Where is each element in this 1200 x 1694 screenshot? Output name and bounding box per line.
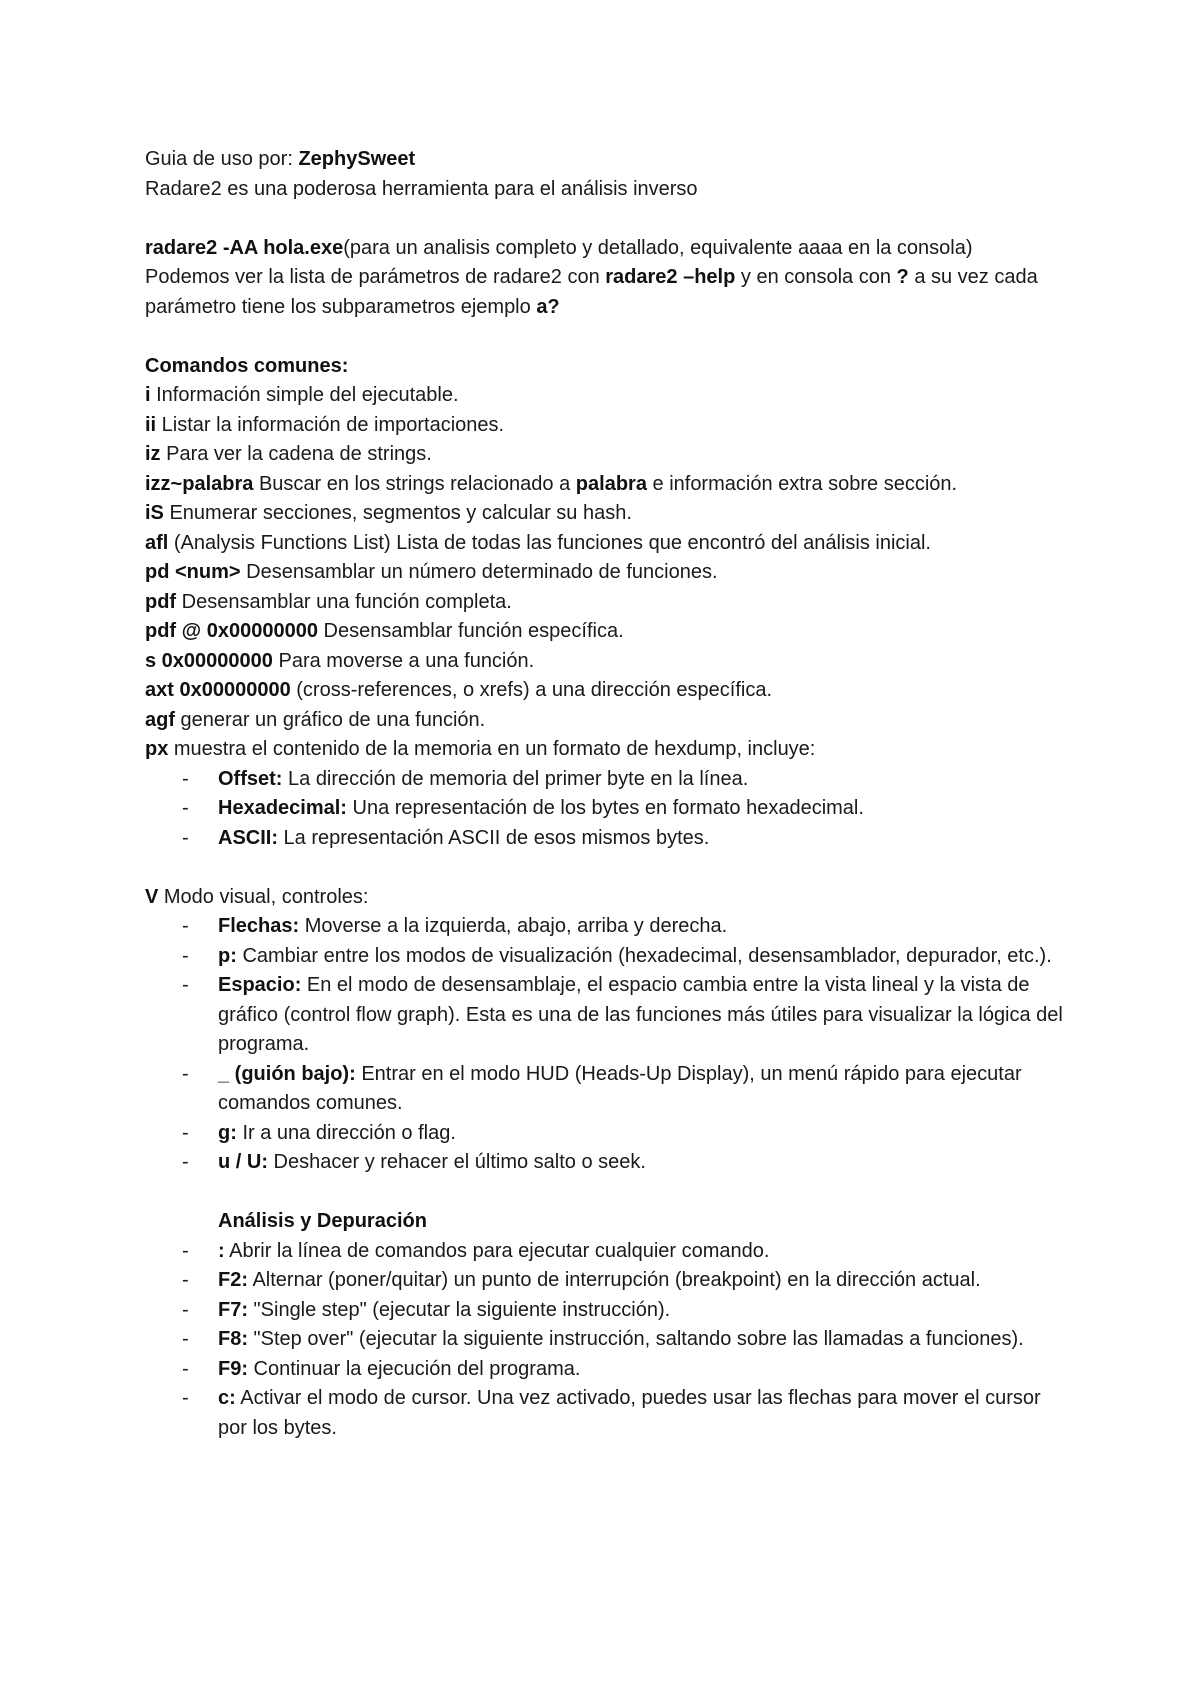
command-name: pd <num>	[145, 561, 241, 583]
bullet-desc: La dirección de memoria del primer byte en la línea.	[282, 767, 749, 790]
command-desc: Para ver la cadena de strings.	[160, 443, 432, 465]
command-item	[145, 470, 1075, 500]
bullet-desc: Cambiar entre los modos de visualización (hexadecimal, desensamblador, depurador, etc.).	[236, 944, 1052, 967]
common-heading	[145, 352, 1075, 382]
help-example: a?	[536, 295, 560, 318]
bullet-item	[145, 1060, 1075, 1119]
command-name: agf	[145, 708, 175, 731]
bullet-dash: -	[182, 1357, 189, 1380]
command-item	[145, 499, 1075, 529]
author-line	[145, 145, 1075, 175]
bullet-dash: -	[182, 974, 189, 996]
bullet-desc: Una representación de los bytes en formato hexadecimal.	[346, 797, 864, 819]
command-item	[145, 381, 1075, 411]
help-text-2: y en consola con	[735, 266, 897, 288]
bullet-item	[145, 765, 1075, 795]
bullet-term: p:	[218, 944, 237, 967]
px-bullet-list	[145, 765, 1075, 854]
bullet-dash: -	[182, 797, 189, 819]
command-desc: (Analysis Functions List) Lista de todas las funciones que encontró del análisis inicial.	[168, 531, 931, 554]
command-item	[145, 617, 1075, 647]
help-command: radare2 –help	[605, 266, 736, 288]
bullet-term: F2:	[218, 1269, 248, 1291]
bullet-term: F7:	[218, 1298, 248, 1321]
bullet-desc: Continuar la ejecución del programa.	[248, 1357, 581, 1380]
command-desc: generar un gráfico de una función.	[175, 708, 486, 731]
visual-heading-text: Modo visual, controles:	[158, 885, 369, 908]
bullet-term: F9:	[218, 1357, 248, 1380]
command-desc: Para moverse a una función.	[272, 649, 535, 672]
bullet-term: u / U:	[218, 1151, 268, 1173]
bullet-dash: -	[182, 1121, 189, 1144]
command-name: s 0x00000000	[145, 649, 273, 672]
command-name: pdf	[145, 590, 177, 613]
command-desc: Buscar en los strings relacionado a	[253, 472, 576, 495]
command-desc: muestra el contenido de la memoria en un formato de hexdump, incluye:	[168, 738, 816, 760]
common-command-list	[145, 381, 1075, 765]
spacer	[145, 322, 1075, 352]
command-item	[145, 588, 1075, 618]
bullet-desc: Alternar (poner/quitar) un punto de interrupción (breakpoint) en la dirección actual.	[248, 1269, 981, 1291]
command-name: iS	[145, 502, 164, 524]
bullet-item	[145, 1237, 1075, 1267]
bullet-dash: -	[182, 1239, 189, 1262]
help-text-1: Podemos ver la lista de parámetros de radare2 con	[145, 266, 606, 288]
bullet-item	[145, 1148, 1075, 1178]
bullet-item	[145, 942, 1075, 972]
usage-line	[145, 234, 1075, 264]
bullet-dash: -	[182, 915, 189, 937]
visual-key: V	[145, 885, 159, 908]
command-item	[145, 529, 1075, 559]
bullet-item	[145, 1296, 1075, 1326]
command-item	[145, 735, 1075, 765]
help-console-command: ?	[896, 266, 909, 288]
bullet-term: F8:	[218, 1328, 248, 1350]
command-name: afl	[145, 531, 169, 554]
command-item	[145, 440, 1075, 470]
spacer	[145, 1178, 1075, 1208]
bullet-term: c:	[218, 1387, 236, 1409]
bullet-term: g:	[218, 1121, 237, 1144]
bullet-item	[145, 912, 1075, 942]
bullet-desc: "Single step" (ejecutar la siguiente instrucción).	[248, 1298, 671, 1321]
command-name: ii	[145, 413, 157, 436]
intro-description: Radare2 es una poderosa herramienta para el análisis inverso	[145, 177, 698, 200]
bullet-dash: -	[182, 1328, 189, 1350]
command-desc: Desensamblar un número determinado de funciones.	[240, 561, 718, 583]
bullet-term: Espacio:	[218, 974, 302, 996]
command-name: i	[145, 384, 151, 406]
debug-bullet-list	[145, 1237, 1075, 1444]
spacer	[145, 853, 1075, 883]
bullet-dash: -	[182, 826, 189, 849]
bullet-desc: Moverse a la izquierda, abajo, arriba y derecha.	[299, 915, 728, 937]
bullet-desc: En el modo de desensamblaje, el espacio cambia entre la vista lineal y la vista de gráfico (control flow graph). Esta es una de las funciones más útiles para visualizar la lógica del programa.	[218, 974, 1063, 1055]
command-item	[145, 676, 1075, 706]
bullet-desc: Deshacer y rehacer el último salto o seek.	[268, 1151, 646, 1173]
command-desc: Desensamblar función específica.	[317, 620, 624, 642]
bullet-desc: Entrar en el modo HUD (Heads-Up Display), un menú rápido para ejecutar comandos comunes.	[218, 1062, 1022, 1114]
bullet-item	[145, 1325, 1075, 1355]
command-desc: Desensamblar una función completa.	[176, 590, 512, 613]
bullet-dash: -	[182, 767, 189, 790]
command-desc: Información simple del ejecutable.	[150, 384, 459, 406]
spacer	[145, 204, 1075, 234]
command-name: iz	[145, 443, 161, 465]
bullet-term: Hexadecimal:	[218, 797, 347, 819]
bullet-dash: -	[182, 944, 189, 967]
bullet-desc: "Step over" (ejecutar la siguiente instrucción, saltando sobre las llamadas a funciones).	[248, 1328, 1024, 1350]
common-heading-text: Comandos comunes:	[145, 354, 349, 377]
bullet-item	[145, 824, 1075, 854]
debug-heading-text: Análisis y Depuración	[218, 1210, 427, 1232]
bullet-term: Flechas:	[218, 915, 300, 937]
command-name: px	[145, 738, 169, 760]
bullet-desc: Ir a una dirección o flag.	[236, 1121, 456, 1144]
bullet-item	[145, 971, 1075, 1060]
help-line	[145, 263, 1075, 322]
command-name: pdf @ 0x00000000	[145, 620, 318, 642]
command-keyword: palabra	[575, 472, 647, 495]
bullet-desc: Activar el modo de cursor. Una vez activado, puedes usar las flechas para mover el cursor por los bytes.	[218, 1387, 1041, 1439]
command-item	[145, 411, 1075, 441]
command-desc: Listar la información de importaciones.	[156, 413, 505, 436]
bullet-dash: -	[182, 1269, 189, 1291]
bullet-term: :	[218, 1239, 225, 1262]
usage-description: (para un analisis completo y detallado, equivalente aaaa en la consola)	[343, 236, 973, 259]
visual-bullet-list	[145, 912, 1075, 1178]
bullet-term: Offset:	[218, 767, 283, 790]
command-item	[145, 558, 1075, 588]
document-page	[145, 145, 1075, 1443]
command-name: izz~palabra	[145, 472, 254, 495]
bullet-desc: Abrir la línea de comandos para ejecutar cualquier comando.	[224, 1239, 770, 1262]
bullet-dash: -	[182, 1151, 189, 1173]
visual-heading	[145, 883, 1075, 913]
debug-heading	[145, 1207, 1075, 1237]
command-desc: Enumerar secciones, segmentos y calcular su hash.	[163, 502, 632, 524]
bullet-term: ASCII:	[218, 826, 278, 849]
bullet-dash: -	[182, 1062, 189, 1085]
author-name: ZephySweet	[298, 148, 416, 170]
bullet-item	[145, 1266, 1075, 1296]
bullet-item	[145, 1384, 1075, 1443]
bullet-desc: La representación ASCII de esos mismos bytes.	[278, 826, 710, 849]
bullet-item	[145, 794, 1075, 824]
usage-command: radare2 -AA hola.exe	[145, 236, 344, 259]
command-desc: e información extra sobre sección.	[646, 472, 958, 495]
bullet-term: _ (guión bajo):	[218, 1062, 356, 1085]
command-name: axt 0x00000000	[145, 679, 291, 701]
help-text-3: a su vez cada parámetro tiene los subparametros ejemplo	[145, 266, 1038, 318]
bullet-item	[145, 1119, 1075, 1149]
command-item	[145, 647, 1075, 677]
bullet-item	[145, 1355, 1075, 1385]
bullet-dash: -	[182, 1298, 189, 1321]
command-item	[145, 706, 1075, 736]
bullet-dash: -	[182, 1387, 189, 1409]
command-desc: (cross-references, o xrefs) a una dirección específica.	[290, 679, 773, 701]
author-prefix: Guia de uso por:	[145, 148, 299, 170]
